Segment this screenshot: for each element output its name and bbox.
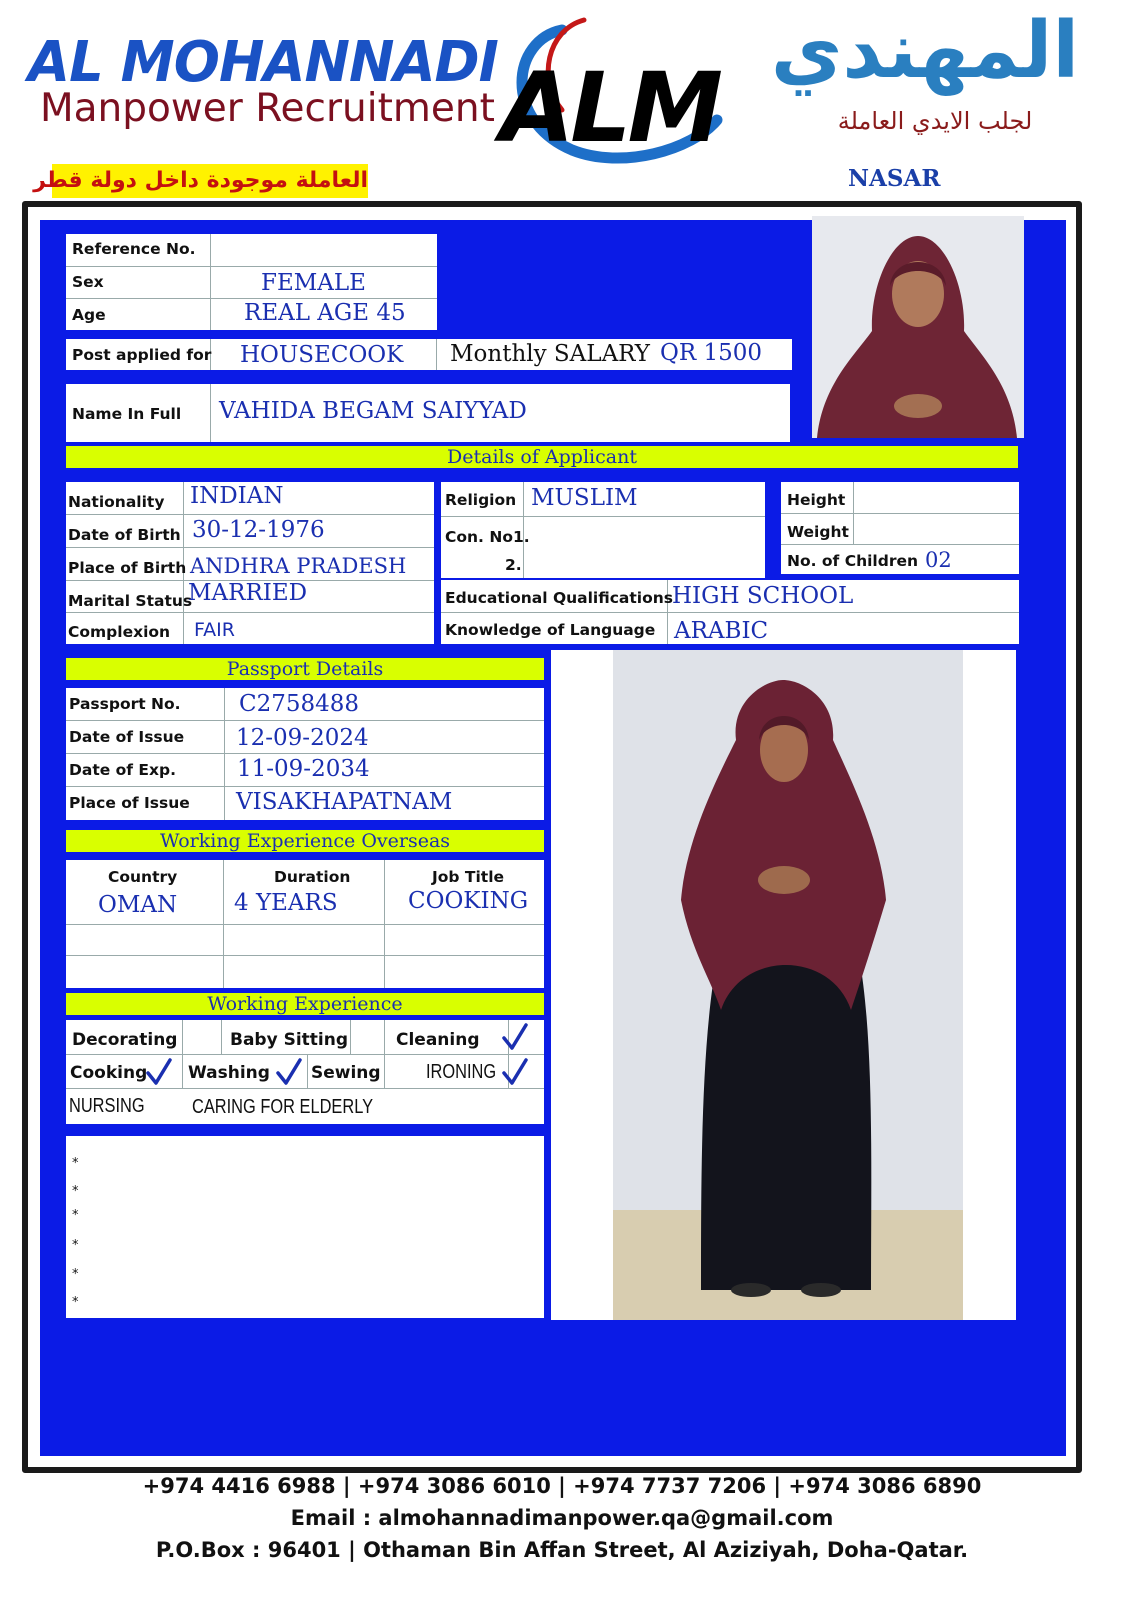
details-heading: Details of Applicant: [66, 446, 1018, 468]
overseas-heading: Working Experience Overseas: [66, 830, 544, 852]
nationality-label: Nationality: [68, 493, 165, 511]
footer-address: P.O.Box : 96401 | Othaman Bin Affan Street, Al Aziziyah, Doha-Qatar.: [155, 1538, 969, 1562]
physical-box: [781, 482, 1019, 574]
applicant-full-body-illustration: [551, 650, 1016, 1320]
skill-ironing: IRONING: [426, 1061, 497, 1083]
applicant-portrait-photo: [812, 216, 1024, 438]
overseas-table: [66, 860, 544, 988]
contact2-label: 2.: [505, 556, 522, 574]
expiry-date-label: Date of Exp.: [69, 761, 177, 779]
brand-name-arabic: المهندي: [770, 6, 1080, 96]
overseas-row-job: COOKING: [408, 888, 529, 914]
religion-label: Religion: [445, 491, 517, 509]
post-value: HOUSECOOK: [240, 342, 404, 368]
contact1-label: Con. No1.: [445, 528, 530, 546]
education-value: HIGH SCHOOL: [672, 583, 854, 609]
sex-label: Sex: [72, 273, 104, 291]
note-bullet: *: [72, 1295, 79, 1310]
passport-heading: Passport Details: [66, 658, 544, 680]
post-label: Post applied for: [72, 346, 212, 364]
language-label: Knowledge of Language: [445, 621, 656, 639]
passport-box: [66, 688, 544, 820]
cleaning-check-icon: [502, 1023, 528, 1051]
age-value: REAL AGE 45: [244, 300, 406, 326]
marital-value: MARRIED: [188, 580, 308, 606]
brand-name-english: AL MOHANNADI: [28, 30, 498, 95]
sex-value: FEMALE: [261, 270, 366, 296]
skill-cooking: Cooking: [70, 1063, 148, 1083]
overseas-country-header: Country: [108, 868, 178, 886]
marital-label: Marital Status: [68, 592, 193, 610]
applicant-portrait-illustration: [812, 216, 1024, 438]
education-label: Educational Qualifications: [445, 589, 674, 607]
full-name-box: [66, 384, 790, 442]
pob-label: Place of Birth: [68, 559, 187, 577]
religion-value: MUSLIM: [531, 485, 638, 511]
expiry-date-value: 11-09-2034: [237, 756, 370, 782]
skills-heading: Working Experience: [66, 993, 544, 1015]
passport-no-label: Passport No.: [69, 695, 181, 713]
note-bullet: *: [72, 1267, 79, 1282]
note-bullet: *: [72, 1208, 79, 1223]
passport-no-value: C2758488: [239, 691, 360, 717]
full-name-label: Name In Full: [72, 405, 182, 423]
skill-sewing: Sewing: [311, 1063, 381, 1083]
note-bullet: *: [72, 1156, 79, 1171]
children-label: No. of Children: [787, 552, 919, 570]
age-label: Age: [72, 306, 106, 324]
note-bullet: *: [72, 1238, 79, 1253]
brand-subtitle-arabic: لجلب الايدي العاملة: [837, 107, 1033, 135]
overseas-row-duration: 4 YEARS: [234, 890, 338, 916]
full-name-value: VAHIDA BEGAM SAIYYAD: [219, 398, 527, 424]
religion-box: [441, 482, 765, 578]
dob-value: 30-12-1976: [192, 517, 325, 543]
alm-logo-text: ALM: [500, 52, 719, 164]
issue-place-value: VISAKHAPATNAM: [236, 789, 453, 815]
note-bullet: *: [72, 1184, 79, 1199]
post-salary-box: [66, 339, 792, 370]
footer-phones: +974 4416 6988 | +974 3086 6010 | +974 7737 7206 | +974 3086 6890: [142, 1474, 982, 1498]
details-left-box: [66, 482, 434, 644]
skill-washing: Washing: [188, 1063, 270, 1083]
language-value: ARABIC: [674, 618, 769, 644]
applicant-full-photo: [551, 650, 1016, 1320]
height-label: Height: [787, 491, 846, 509]
ironing-check-icon: [502, 1058, 528, 1086]
salary-value: QR 1500: [660, 340, 763, 366]
skill-decorating: Decorating: [72, 1030, 178, 1050]
issue-place-label: Place of Issue: [69, 794, 190, 812]
overseas-job-header: Job Title: [432, 868, 505, 886]
nationality-value: INDIAN: [190, 483, 284, 509]
cooking-check-icon: [146, 1058, 172, 1086]
overseas-row-country: OMAN: [98, 892, 178, 918]
weight-label: Weight: [787, 523, 849, 541]
washing-check-icon: [276, 1058, 302, 1086]
pob-value: ANDHRA PRADESH: [190, 554, 407, 578]
overseas-duration-header: Duration: [274, 868, 351, 886]
issue-date-label: Date of Issue: [69, 728, 185, 746]
personal-basic-box: [66, 234, 437, 330]
skill-nursing: NURSING: [69, 1095, 145, 1117]
availability-banner: العاملة موجودة داخل دولة قطر: [52, 164, 368, 198]
reference-label: Reference No.: [72, 240, 196, 258]
complexion-value: FAIR: [194, 619, 235, 641]
skill-caring-elderly: CARING FOR ELDERLY: [192, 1096, 374, 1118]
children-value: 02: [925, 548, 952, 572]
footer-email: Email : almohannadimanpower.qa@gmail.com: [290, 1506, 834, 1530]
salary-label: Monthly SALARY: [450, 341, 650, 367]
brand-subtitle: Manpower Recruitment: [40, 86, 495, 131]
notes-box: [66, 1136, 544, 1318]
skills-table: [66, 1020, 544, 1124]
complexion-label: Complexion: [68, 623, 171, 641]
issue-date-value: 12-09-2024: [236, 725, 369, 751]
skill-baby-sitting: Baby Sitting: [230, 1030, 349, 1050]
agent-name: NASAR: [848, 165, 941, 192]
education-language-box: [441, 580, 1019, 644]
skill-cleaning: Cleaning: [396, 1030, 480, 1050]
dob-label: Date of Birth: [68, 526, 181, 544]
